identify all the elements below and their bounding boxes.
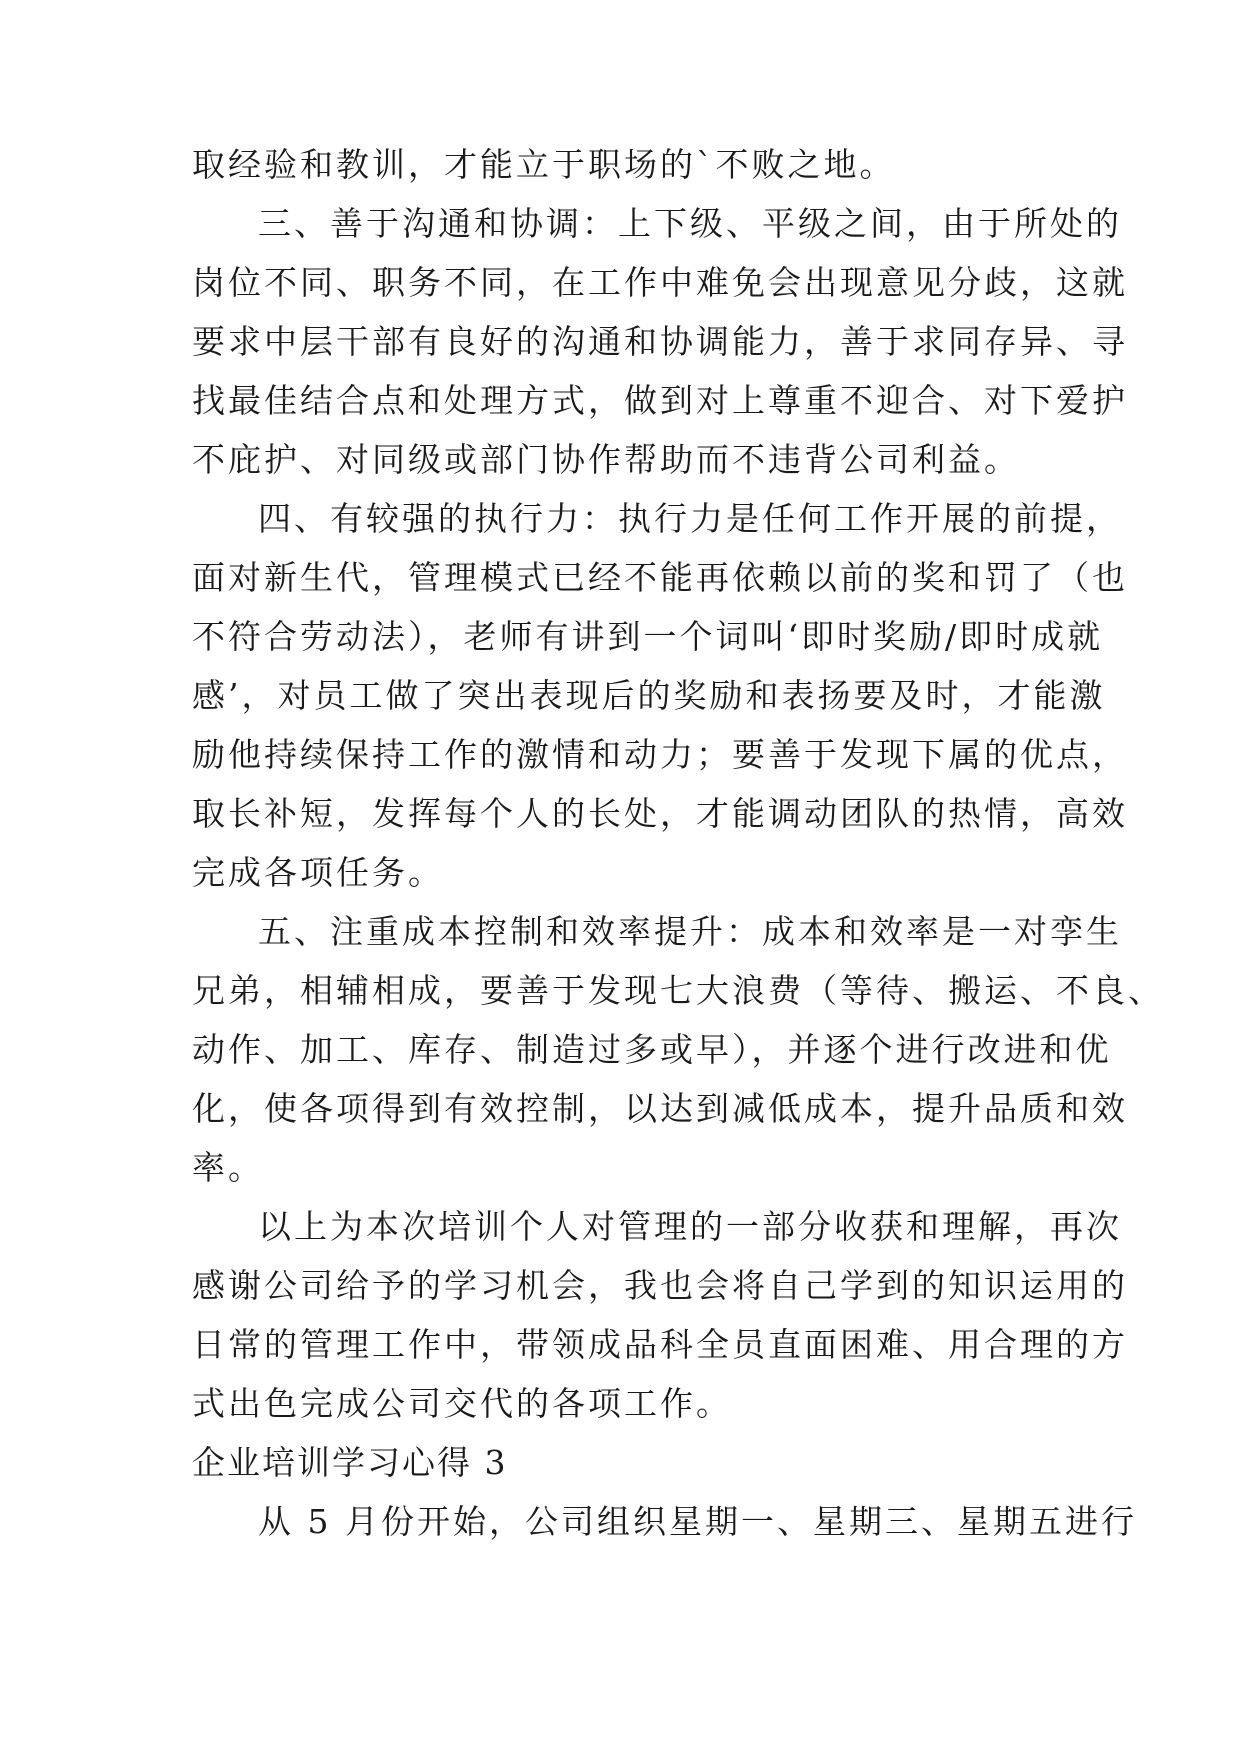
text-line: 兄弟，相辅相成，要善于发现七大浪费（等待、搬运、不良、 xyxy=(192,971,1164,1010)
section-heading: 企业培训学习心得 3 xyxy=(192,1443,508,1482)
text-line: 以上为本次培训个人对管理的一部分收获和理解，再次 xyxy=(258,1207,1122,1246)
text-line: 要求中层干部有良好的沟通和协调能力，善于求同存异、寻 xyxy=(192,322,1128,361)
text-line: 动作、加工、库存、制造过多或早），并逐个进行改进和优 xyxy=(192,1030,1112,1069)
text-line: 从 5 月份开始，公司组织星期一、星期三、星期五进行 xyxy=(258,1502,1137,1541)
text-line: 日常的管理工作中，带领成品科全员直面困难、用合理的方 xyxy=(192,1325,1128,1364)
text-line: 式出色完成公司交代的各项工作。 xyxy=(192,1384,732,1423)
text-line: 取长补短，发挥每个人的长处，才能调动团队的热情，高效 xyxy=(192,794,1128,833)
text-line: 四、有较强的执行力：执行力是任何工作开展的前提， xyxy=(258,499,1122,538)
text-line: 率。 xyxy=(192,1148,264,1187)
text-line: 取经验和教训，才能立于职场的`不败之地。 xyxy=(192,145,896,184)
text-line: 感谢公司给予的学习机会，我也会将自己学到的知识运用的 xyxy=(192,1266,1128,1305)
text-line: 岗位不同、职务不同，在工作中难免会出现意见分歧，这就 xyxy=(192,263,1128,302)
text-line: 励他持续保持工作的激情和动力；要善于发现下属的优点， xyxy=(192,735,1128,774)
text-line: 完成各项任务。 xyxy=(192,853,444,892)
text-line: 感’，对员工做了突出表现后的奖励和表扬要及时，才能激 xyxy=(192,676,1106,715)
text-line: 三、善于沟通和协调：上下级、平级之间，由于所处的 xyxy=(258,204,1122,243)
text-line: 面对新生代，管理模式已经不能再依赖以前的奖和罚了（也 xyxy=(192,558,1128,597)
text-line: 不符合劳动法），老师有讲到一个词叫‘即时奖励/即时成就 xyxy=(192,617,1104,656)
text-line: 不庇护、对同级或部门协作帮助而不违背公司利益。 xyxy=(192,440,1020,479)
text-line: 找最佳结合点和处理方式，做到对上尊重不迎合、对下爱护 xyxy=(192,381,1128,420)
text-line: 化，使各项得到有效控制，以达到减低成本，提升品质和效 xyxy=(192,1089,1128,1128)
document-body xyxy=(192,135,1164,1551)
text-line: 五、注重成本控制和效率提升：成本和效率是一对孪生 xyxy=(258,912,1122,951)
